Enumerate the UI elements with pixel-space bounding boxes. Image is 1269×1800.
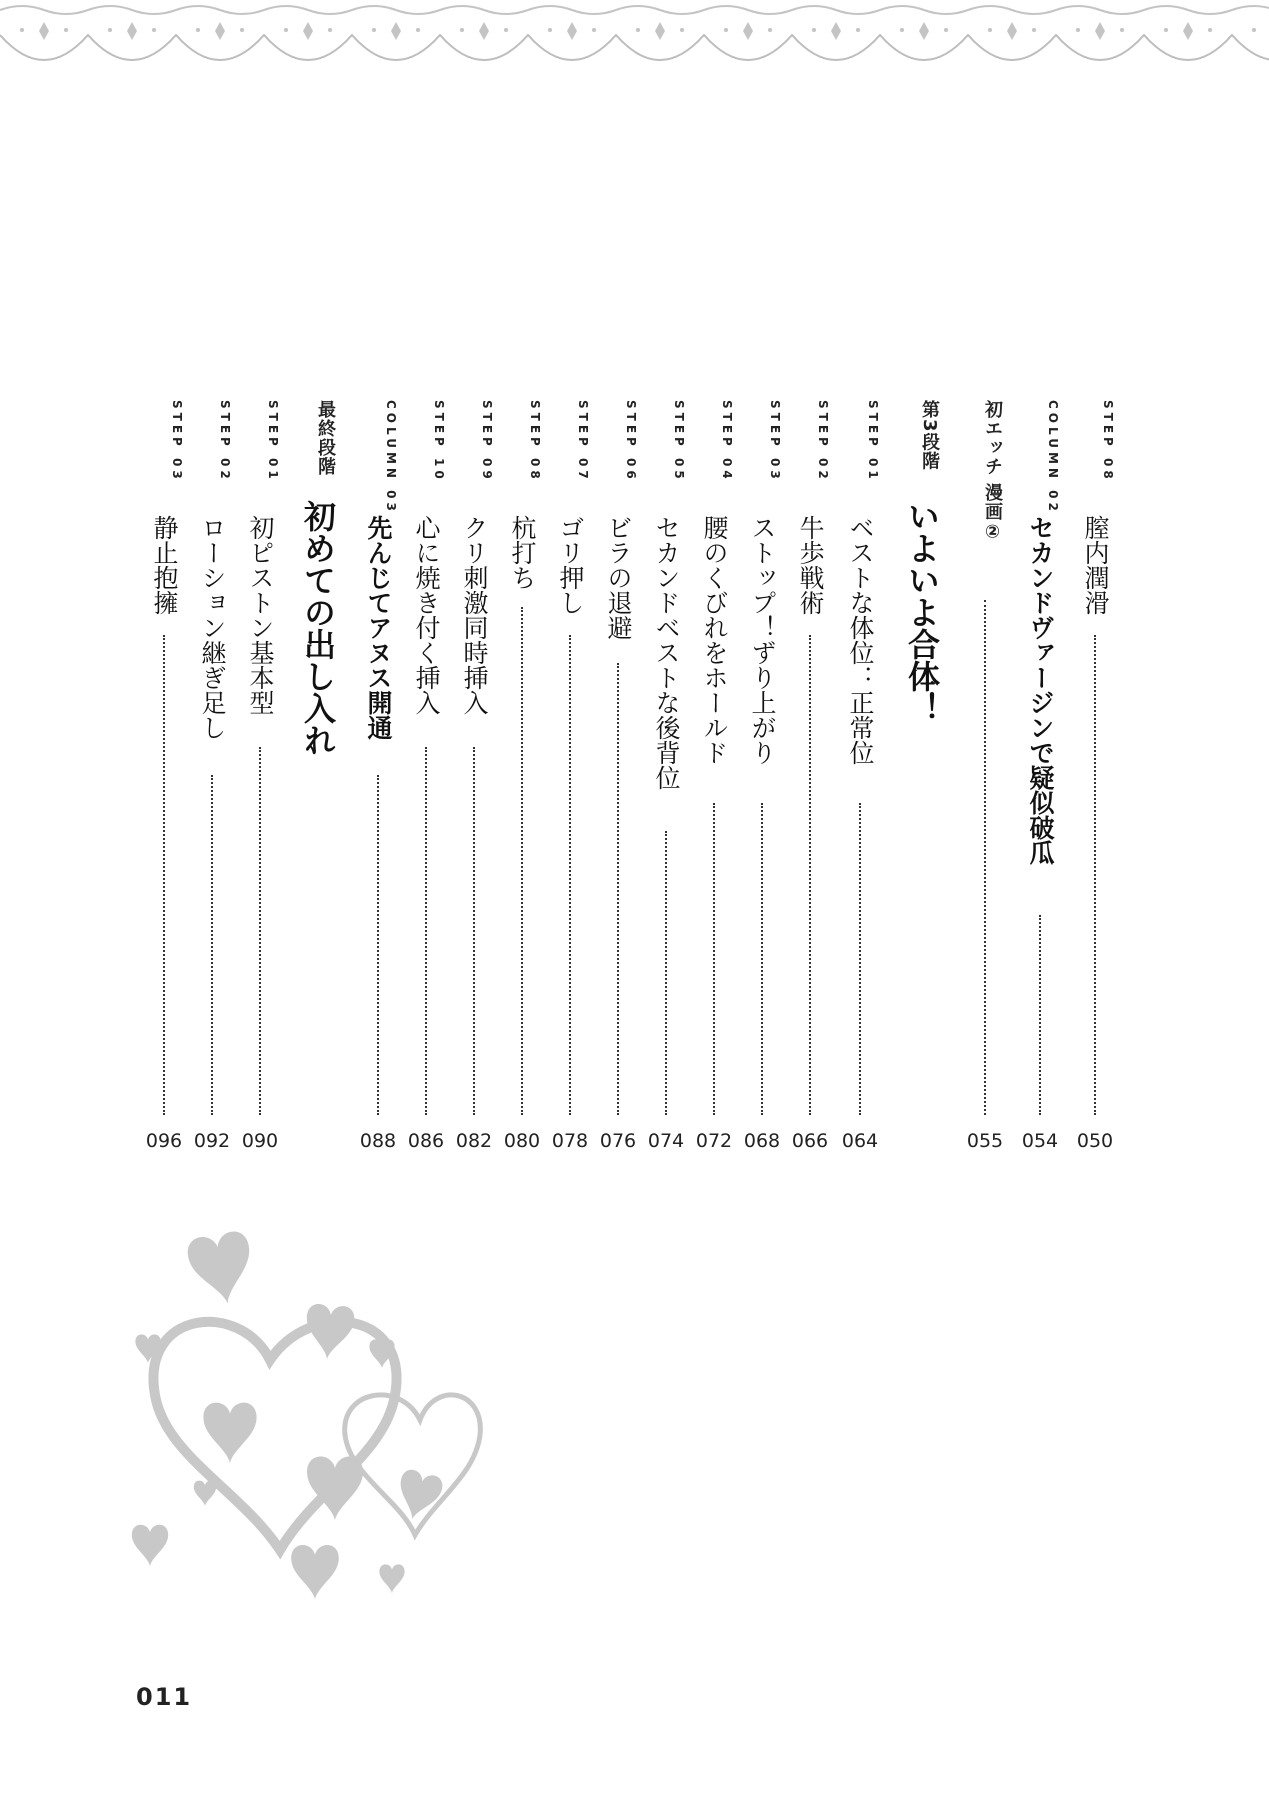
dotted-leader	[1039, 915, 1041, 1115]
toc-entry-label: STEP 04	[720, 400, 734, 483]
section-title: いよいよ合体！	[903, 500, 941, 724]
dotted-leader	[665, 831, 667, 1115]
dotted-leader	[859, 803, 861, 1115]
lace-swirl	[616, 6, 704, 14]
lace-swirl	[1056, 6, 1144, 14]
toc-entry-page: 096	[145, 1130, 183, 1152]
lace-dot	[108, 28, 112, 32]
toc-entry-label: STEP 09	[480, 400, 494, 483]
lace-dot	[504, 28, 508, 32]
lace-dot	[460, 28, 464, 32]
section-label: 第3段階	[919, 400, 940, 471]
section-title: 初めての出し入れ	[299, 500, 337, 756]
lace-dot	[658, 28, 662, 32]
toc-entry[interactable]	[840, 400, 880, 1152]
toc-entry-page: 080	[503, 1130, 541, 1152]
lace-swirl	[264, 6, 352, 14]
page-number: 011	[136, 1683, 193, 1711]
lace-dot	[284, 28, 288, 32]
toc-entry[interactable]	[902, 400, 942, 1140]
dotted-leader	[163, 635, 165, 1115]
lace-dot	[482, 28, 486, 32]
toc-entry[interactable]	[550, 400, 590, 1152]
toc-entry-page: 055	[966, 1130, 1004, 1152]
lace-dot	[548, 28, 552, 32]
lace-swirl	[88, 6, 176, 14]
dotted-leader	[259, 747, 261, 1115]
lace-swirl	[704, 6, 792, 14]
dotted-leader	[425, 747, 427, 1115]
toc-entry-label: STEP 03	[170, 400, 184, 483]
toc-entry-title: 先んじてアヌス開通	[364, 515, 393, 740]
toc-entry-page: 092	[193, 1130, 231, 1152]
lace-dot	[240, 28, 244, 32]
toc-entry-page: 090	[241, 1130, 279, 1152]
toc-entry-title: ローション継ぎ足し	[198, 515, 227, 740]
toc-entry-page: 082	[455, 1130, 493, 1152]
toc-entry-title: 心に焼き付く挿入	[412, 515, 441, 715]
toc-entry-page: 086	[407, 1130, 445, 1152]
lace-dot	[328, 28, 332, 32]
lace-dot	[1208, 28, 1212, 32]
lace-dot	[812, 28, 816, 32]
dotted-leader	[473, 747, 475, 1115]
dotted-leader	[761, 803, 763, 1115]
lace-dot	[152, 28, 156, 32]
lace-dot	[636, 28, 640, 32]
toc-entry[interactable]	[406, 400, 446, 1152]
toc-entry-title: セカンドヴァージンで疑似破瓜	[1026, 515, 1055, 865]
dotted-leader	[984, 600, 986, 1115]
toc-entry-page: 068	[743, 1130, 781, 1152]
toc-entry-label: STEP 01	[266, 400, 280, 483]
lace-dot	[944, 28, 948, 32]
toc-entry[interactable]	[454, 400, 494, 1152]
lace-swirl	[440, 6, 528, 14]
lace-dot	[746, 28, 750, 32]
toc-entry[interactable]	[502, 400, 542, 1152]
toc-entry-label: STEP 01	[866, 400, 880, 483]
toc-entry-page: 050	[1076, 1130, 1114, 1152]
lace-dot	[1120, 28, 1124, 32]
lace-dot	[1076, 28, 1080, 32]
dotted-leader	[1094, 635, 1096, 1115]
toc-entry-page: 064	[841, 1130, 879, 1152]
toc-entry-label: COLUMN 02	[1046, 400, 1060, 515]
toc-entry-title: ビラの退避	[604, 515, 633, 640]
lace-dot	[218, 28, 222, 32]
toc-entry-label: STEP 02	[218, 400, 232, 483]
toc-entry-title: 腰のくびれをホールド	[700, 515, 729, 765]
dotted-leader	[809, 635, 811, 1115]
lace-dot	[1010, 28, 1014, 32]
lace-dot	[1186, 28, 1190, 32]
lace-swirl	[176, 6, 264, 14]
dotted-leader	[569, 635, 571, 1115]
toc-entry-title: 牛歩戦術	[796, 515, 825, 615]
toc-entry[interactable]	[694, 400, 734, 1152]
toc-entry-label: STEP 05	[672, 400, 686, 483]
toc-entry[interactable]	[646, 400, 686, 1152]
lace-dot	[768, 28, 772, 32]
lace-dot	[306, 28, 310, 32]
lace-dot	[900, 28, 904, 32]
lace-dot	[20, 28, 24, 32]
toc-entry-page: 054	[1021, 1130, 1059, 1152]
toc-entry[interactable]	[144, 400, 184, 1152]
lace-dot	[724, 28, 728, 32]
toc-entry-label: STEP 08	[1101, 400, 1115, 483]
toc-entry-title: ゴリ押し	[556, 515, 585, 615]
toc-entry-title: 膣内潤滑	[1081, 515, 1110, 615]
toc-entry-page: 074	[647, 1130, 685, 1152]
lace-swirl	[0, 6, 88, 14]
lace-swirl	[528, 6, 616, 14]
lace-dot	[680, 28, 684, 32]
toc-entry-label: STEP 07	[576, 400, 590, 483]
lace-dot	[834, 28, 838, 32]
toc-entry[interactable]	[598, 400, 638, 1152]
toc-entry[interactable]	[1020, 400, 1060, 1152]
lace-dot	[1164, 28, 1168, 32]
dotted-leader	[211, 775, 213, 1115]
lace-dot	[856, 28, 860, 32]
lace-swirl	[1144, 6, 1232, 14]
lace-dot	[570, 28, 574, 32]
toc-entry-label: STEP 02	[816, 400, 830, 483]
lace-dot	[42, 28, 46, 32]
toc-entry-label: COLUMN 03	[384, 400, 398, 515]
dotted-leader	[377, 775, 379, 1115]
lace-dot	[64, 28, 68, 32]
lace-dot	[1032, 28, 1036, 32]
lace-swirl	[968, 6, 1056, 14]
toc-entry-page: 072	[695, 1130, 733, 1152]
lace-dot	[1098, 28, 1102, 32]
toc-entry[interactable]	[1075, 400, 1115, 1152]
toc-entry-title: 初ピストン基本型	[246, 515, 275, 715]
toc-entry-title: 静止抱擁	[150, 515, 179, 615]
toc-entry-title: ストップ！ずり上がり	[748, 515, 777, 765]
toc-entry[interactable]	[790, 400, 830, 1152]
toc-entry[interactable]	[742, 400, 782, 1152]
lace-dot	[1252, 28, 1256, 32]
toc-entry-page: 088	[359, 1130, 397, 1152]
toc-entry[interactable]	[358, 400, 398, 1152]
lace-dot	[592, 28, 596, 32]
lace-dot	[130, 28, 134, 32]
lace-border-ornament	[0, 0, 1269, 90]
toc-entry-label: STEP 10	[432, 400, 446, 483]
table-of-contents	[0, 400, 1269, 1160]
toc-entry-label: STEP 06	[624, 400, 638, 483]
toc-entry[interactable]	[298, 400, 338, 1140]
toc-entry-title: セカンドベストな後背位	[652, 515, 681, 790]
hearts-decoration	[120, 1220, 520, 1660]
toc-entry-title: 杭打ち	[508, 515, 537, 590]
dotted-leader	[617, 663, 619, 1115]
toc-entry-label: STEP 03	[768, 400, 782, 483]
lace-swirl	[352, 6, 440, 14]
dotted-leader	[713, 803, 715, 1115]
lace-dot	[196, 28, 200, 32]
lace-swirl	[1232, 6, 1269, 14]
toc-entry-label: 初エッチ 漫画②	[982, 400, 1003, 544]
toc-entry[interactable]	[240, 400, 280, 1152]
dotted-leader	[521, 607, 523, 1115]
toc-entry-title: クリ刺激同時挿入	[460, 515, 489, 715]
toc-entry-page: 078	[551, 1130, 589, 1152]
lace-dot	[372, 28, 376, 32]
lace-dot	[922, 28, 926, 32]
toc-entry-label: STEP 08	[528, 400, 542, 483]
lace-swirl	[792, 6, 880, 14]
toc-entry-page: 076	[599, 1130, 637, 1152]
toc-entry[interactable]	[192, 400, 232, 1152]
toc-entry[interactable]	[965, 400, 1005, 1152]
section-label: 最終段階	[315, 400, 336, 476]
lace-dot	[988, 28, 992, 32]
toc-entry-title: ベストな体位：正常位	[846, 515, 875, 765]
lace-swirl	[880, 6, 968, 14]
lace-dot	[416, 28, 420, 32]
toc-entry-page: 066	[791, 1130, 829, 1152]
lace-dot	[394, 28, 398, 32]
